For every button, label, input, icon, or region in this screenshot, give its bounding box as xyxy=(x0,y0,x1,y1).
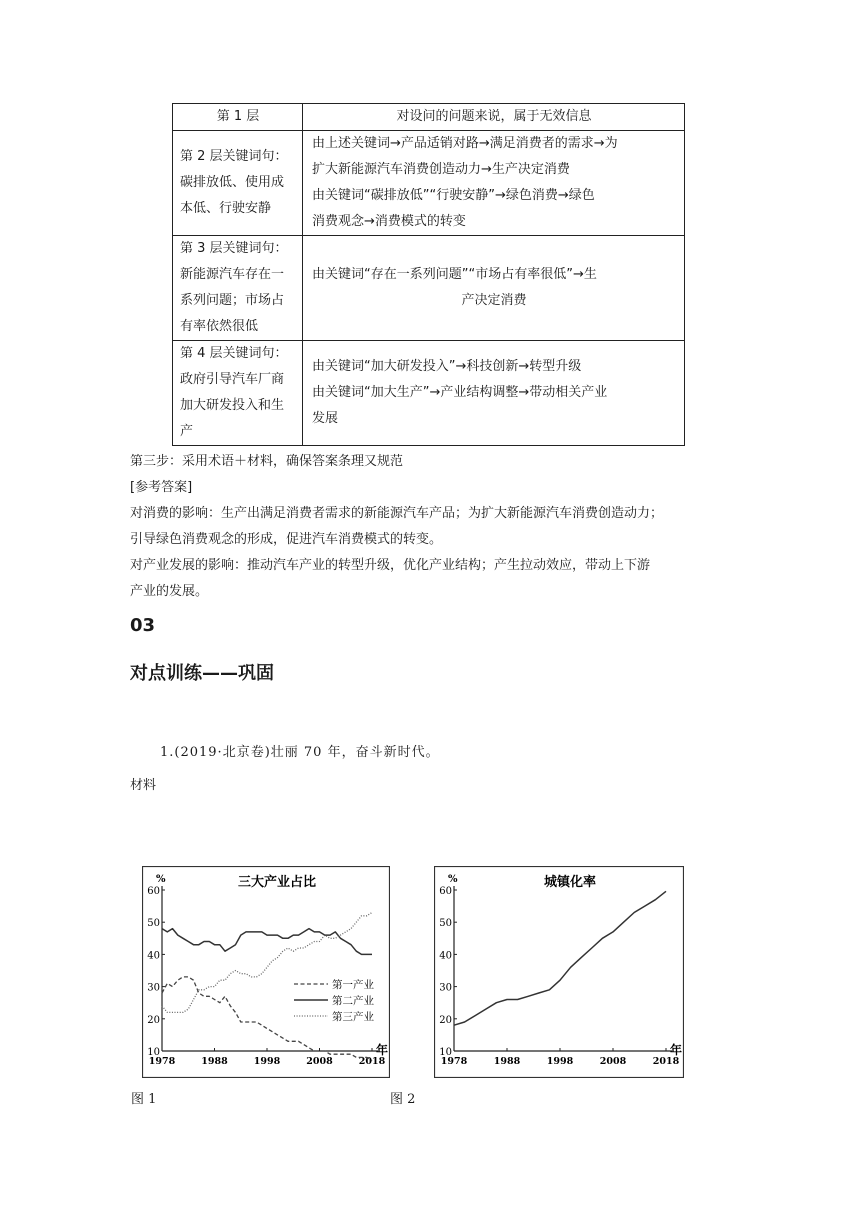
x-tick-label: 1988 xyxy=(493,1056,521,1067)
material-label: 材料 xyxy=(130,778,157,793)
y-tick-label: 50 xyxy=(147,918,160,930)
layer-keywords: 政府引导汽车厂商 xyxy=(180,372,285,387)
y-tick-label: 60 xyxy=(147,886,160,897)
layer-keywords: 产 xyxy=(180,424,194,439)
legend-label: 第一产业 xyxy=(332,979,374,991)
analysis-table xyxy=(172,103,685,446)
x-tick-label: 2018 xyxy=(652,1056,680,1067)
x-tick-label: 1978 xyxy=(148,1056,176,1067)
analysis-cell xyxy=(303,236,685,341)
section-title: 对点训练——巩固 xyxy=(130,663,274,684)
chart-industry-share xyxy=(142,866,390,1078)
analysis-line: 由关键词“碳排放低”“行驶安静”→绿色消费→绿色 xyxy=(312,188,595,203)
analysis-line: 由上述关键词→产品适销对路→满足消费者的需求→为 xyxy=(312,136,618,151)
layer-label: 第 4 层关键词句： xyxy=(180,346,288,361)
layer-label: 第 1 层 xyxy=(216,109,260,124)
x-tick-label: 2008 xyxy=(306,1056,333,1067)
legend-label: 第三产业 xyxy=(332,1011,374,1023)
y-tick-label: 20 xyxy=(147,1014,160,1026)
layer-keywords: 本低、行驶安静 xyxy=(180,201,272,216)
y-axis-unit: % xyxy=(448,874,458,885)
analysis-line: 由关键词“存在一系列问题”“市场占有率很低”→生 xyxy=(312,267,597,282)
analysis-line: 发展 xyxy=(312,411,339,426)
layer-label: 第 3 层关键词句： xyxy=(180,241,288,256)
chart-frame xyxy=(435,867,684,1078)
legend-label: 第二产业 xyxy=(332,995,374,1007)
layer-cell xyxy=(173,131,303,236)
analysis-line: 由关键词“加大研发投入”→科技创新→转型升级 xyxy=(312,359,582,374)
section-number: 03 xyxy=(130,615,156,636)
layer-cell xyxy=(173,236,303,341)
layer-keywords: 系列问题；市场占 xyxy=(180,293,285,308)
answer-consumption-line1: 对消费的影响：生产出满足消费者需求的新能源汽车产品；为扩大新能源汽车消费创造动力； xyxy=(130,506,664,521)
analysis-line: 扩大新能源汽车消费创造动力→生产决定消费 xyxy=(312,162,570,177)
y-tick-label: 10 xyxy=(439,1047,452,1058)
y-axis-unit: % xyxy=(156,874,166,885)
x-axis-unit: 年 xyxy=(670,1043,683,1057)
analysis-line: 产决定消费 xyxy=(461,293,527,308)
y-tick-label: 10 xyxy=(147,1047,160,1058)
y-tick-label: 40 xyxy=(147,950,160,962)
x-tick-label: 1978 xyxy=(440,1056,468,1067)
y-tick-label: 50 xyxy=(439,918,452,930)
answer-industry-line1: 对产业发展的影响：推动汽车产业的转型升级，优化产业结构；产生拉动效应，带动上下游 xyxy=(130,558,651,573)
layer-cell xyxy=(173,104,303,131)
chart-urbanization-rate xyxy=(434,866,684,1078)
reference-answer-label: [参考答案] xyxy=(130,480,193,495)
analysis-line: 消费观念→消费模式的转变 xyxy=(312,214,466,229)
x-tick-label: 1998 xyxy=(546,1056,574,1067)
answer-industry-line2: 产业的发展。 xyxy=(130,584,209,599)
table-row xyxy=(173,341,685,446)
y-tick-label: 30 xyxy=(147,982,160,994)
layer-keywords: 新能源汽车存在一 xyxy=(180,267,285,282)
step3-heading: 第三步：采用术语＋材料，确保答案条理又规范 xyxy=(130,454,404,469)
figure-1-caption: 图 1 xyxy=(131,1092,157,1107)
chart-title: 三大产业占比 xyxy=(237,875,317,890)
y-tick-label: 30 xyxy=(439,982,452,994)
chart-title: 城镇化率 xyxy=(543,875,597,890)
x-tick-label: 1988 xyxy=(201,1056,228,1067)
analysis-line: 对设问的问题来说，属于无效信息 xyxy=(396,109,592,124)
analysis-cell xyxy=(303,341,685,446)
table-row xyxy=(173,236,685,341)
chart-frame xyxy=(143,867,390,1078)
analysis-cell xyxy=(303,104,685,131)
layer-keywords: 加大研发投入和生 xyxy=(180,398,285,413)
y-tick-label: 20 xyxy=(439,1014,452,1026)
layer-label: 第 2 层关键词句： xyxy=(180,149,288,164)
layer-cell xyxy=(173,341,303,446)
question-stem: 1.(2019·北京卷)壮丽 70 年，奋斗新时代。 xyxy=(160,745,440,760)
table-row xyxy=(173,131,685,236)
x-tick-label: 1998 xyxy=(253,1056,281,1067)
x-tick-label: 2018 xyxy=(358,1056,386,1067)
layer-keywords: 有率依然很低 xyxy=(180,319,259,334)
analysis-cell xyxy=(303,131,685,236)
answer-consumption-line2: 引导绿色消费观念的形成，促进汽车消费模式的转变。 xyxy=(130,532,443,547)
table-row xyxy=(173,104,685,131)
x-tick-label: 2008 xyxy=(599,1056,627,1067)
figure-2-caption: 图 2 xyxy=(390,1092,416,1107)
y-tick-label: 40 xyxy=(439,950,452,962)
analysis-line: 由关键词“加大生产”→产业结构调整→带动相关产业 xyxy=(312,385,608,400)
x-axis-unit: 年 xyxy=(376,1043,389,1057)
layer-keywords: 碳排放低、使用成 xyxy=(180,175,285,190)
y-tick-label: 60 xyxy=(439,886,452,897)
